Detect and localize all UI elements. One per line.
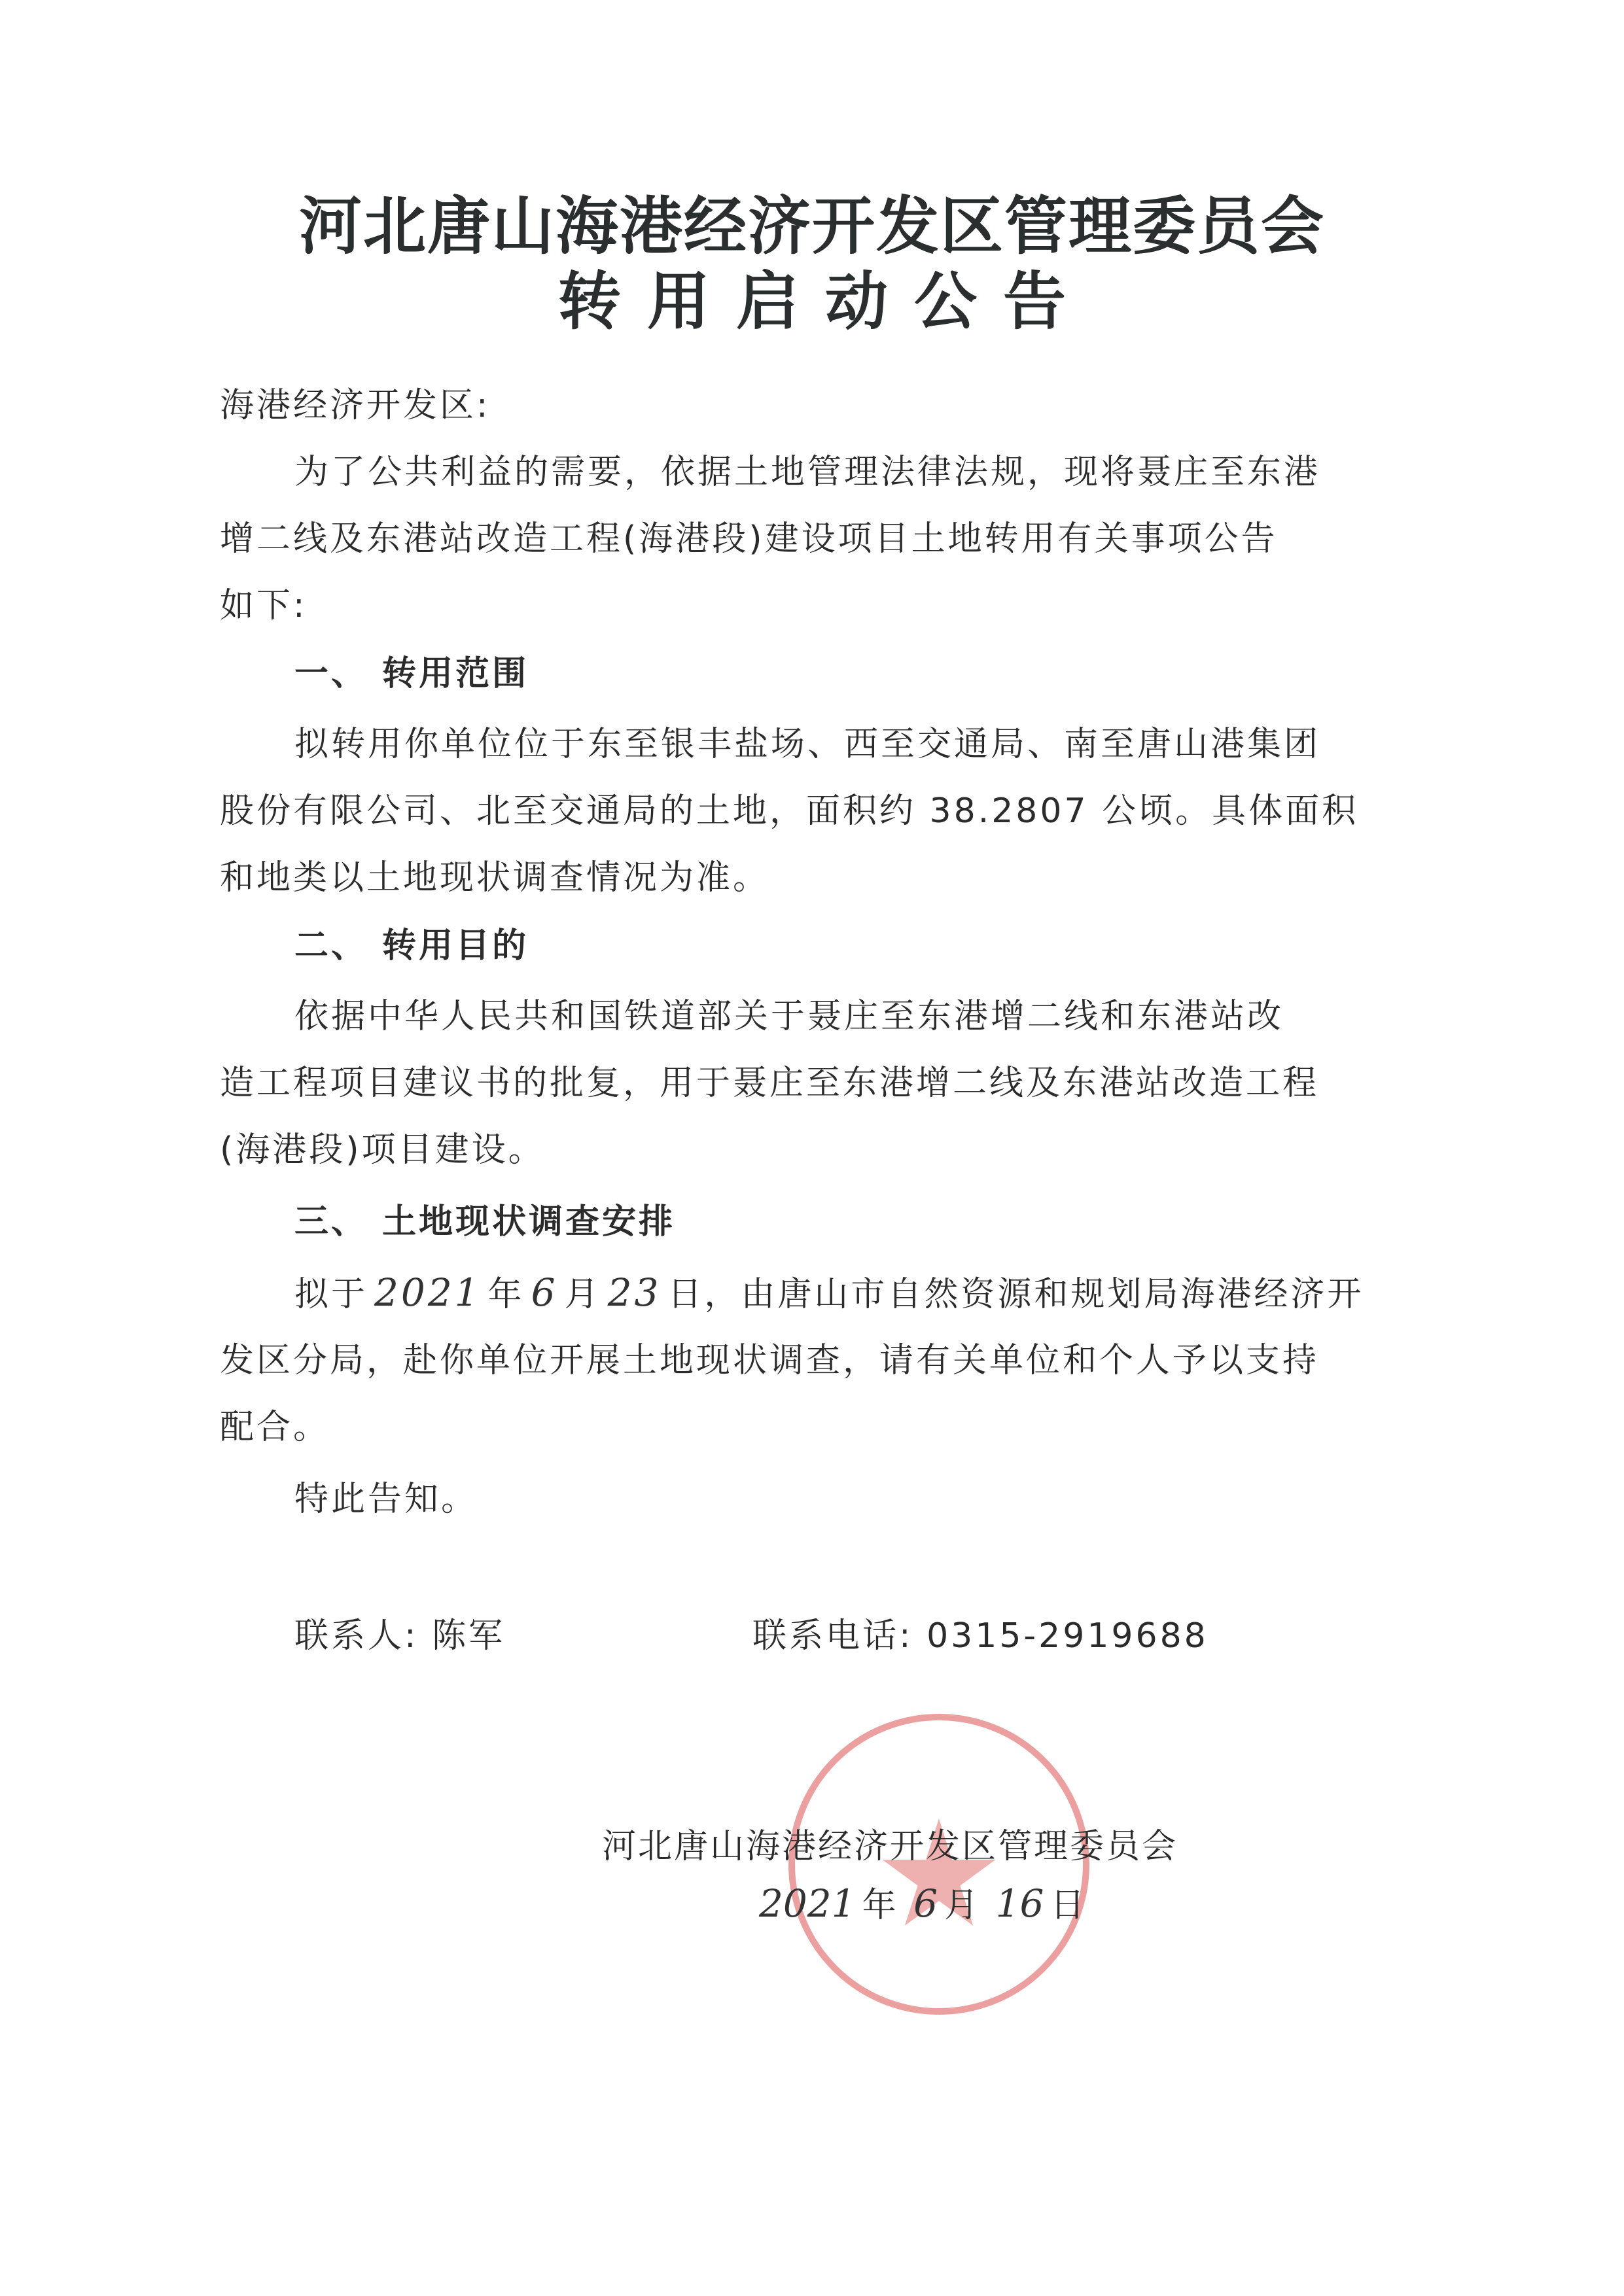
intro-line-3: 如下: [220, 586, 308, 625]
intro-line-1: 为了公共利益的需要，依据土地管理法律法规，现将聂庄至东港 [294, 453, 1321, 492]
survey-month-handwritten: 6 [531, 1270, 558, 1315]
contact-phone-label: 联系电话: [752, 1616, 913, 1656]
page-title-line1: 河北唐山海港经济开发区管理委员会 [299, 190, 1325, 263]
section-survey-line-3: 配合。 [220, 1408, 330, 1447]
closing-text: 特此告知。 [294, 1480, 478, 1519]
signature-month-handwritten: 6 [913, 1881, 938, 1926]
survey-prefix: 拟于 [294, 1275, 368, 1314]
signature-month-char: 月 [944, 1886, 979, 1925]
signature-year-handwritten: 2021 [759, 1881, 856, 1926]
section-scope-line-1: 拟转用你单位位于东至银丰盐场、西至交通局、南至唐山港集团 [294, 725, 1321, 764]
survey-suffix: 日，由唐山市自然资源和规划局海港经济开 [667, 1275, 1364, 1314]
section-survey-line-1 [294, 1270, 1433, 1315]
contact-phone-number: 0315-2919688 [927, 1616, 1209, 1656]
signature-year-char: 年 [862, 1886, 896, 1925]
survey-year-handwritten: 2021 [374, 1270, 482, 1315]
section-purpose-line-3: (海港段)项目建设。 [220, 1130, 545, 1170]
section-heading-survey: 三、 土地现状调查安排 [294, 1202, 676, 1242]
signature-day-handwritten: 16 [995, 1881, 1044, 1926]
contact-phone [752, 1608, 1209, 1657]
section-purpose-line-2: 造工程项目建议书的批复，用于聂庄至东港增二线及东港站改造工程 [220, 1064, 1320, 1103]
year-char: 年 [487, 1275, 525, 1314]
contact-person-name: 陈军 [432, 1616, 506, 1656]
signature-day-char: 日 [1050, 1886, 1085, 1925]
contact-person [294, 1608, 505, 1657]
contact-person-label: 联系人: [294, 1616, 419, 1656]
section-heading-scope: 一、 转用范围 [294, 654, 529, 693]
addressee: 海港经济开发区: [220, 386, 491, 425]
signature-date [752, 1877, 1084, 1926]
month-char: 月 [564, 1275, 601, 1314]
section-survey-line-2: 发区分局，赴你单位开展土地现状调查，请有关单位和个人予以支持 [220, 1341, 1320, 1380]
section-scope-line-3: 和地类以土地现状调查情况为准。 [220, 858, 770, 897]
page-title-line2: 转用启动公告 [558, 265, 1092, 338]
intro-line-2: 增二线及东港站改造工程(海港段)建设项目土地转用有关事项公告 [220, 519, 1278, 559]
signature-organization: 河北唐山海港经济开发区管理委员会 [602, 1827, 1178, 1866]
section-scope-line-2: 股份有限公司、北至交通局的土地，面积约 38.2807 公顷。具体面积 [220, 791, 1359, 831]
survey-day-handwritten: 23 [607, 1270, 662, 1315]
section-purpose-line-1: 依据中华人民共和国铁道部关于聂庄至东港增二线和东港站改 [294, 997, 1284, 1036]
section-heading-purpose: 二、 转用目的 [294, 926, 529, 965]
